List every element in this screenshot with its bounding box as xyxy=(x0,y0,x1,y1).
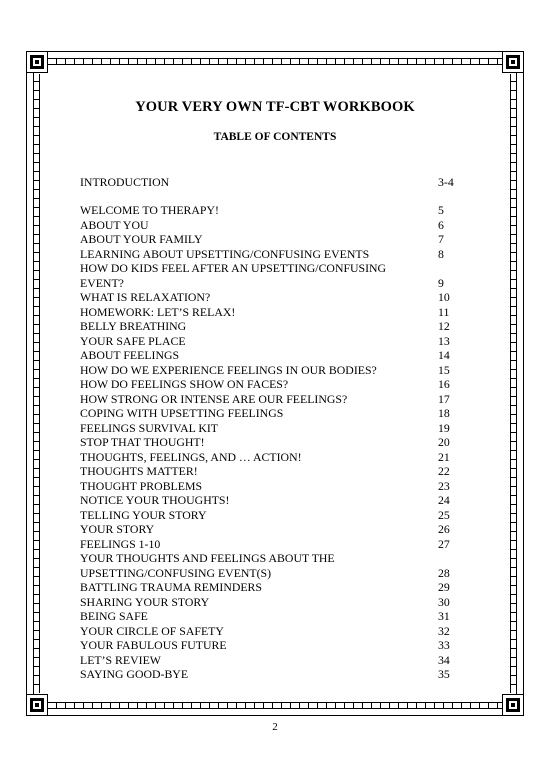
toc-entry-label: SHARING YOUR STORY xyxy=(80,594,210,609)
toc-list xyxy=(80,203,460,682)
toc-entry-label: UPSETTING/CONFUSING EVENT(S) xyxy=(80,565,272,580)
toc-entry-page: 31 xyxy=(438,609,450,623)
toc-entry-label: BELLY BREATHING xyxy=(80,319,187,333)
toc-row[interactable] xyxy=(80,580,460,595)
toc-entry-label: FEELINGS SURVIVAL KIT xyxy=(80,420,218,435)
toc-row[interactable] xyxy=(80,435,460,450)
toc-row[interactable] xyxy=(80,522,460,537)
toc-entry-page: 32 xyxy=(438,623,450,638)
toc-row[interactable] xyxy=(80,377,460,392)
page-number: 2 xyxy=(272,721,278,733)
toc-row[interactable] xyxy=(80,348,460,363)
toc-row[interactable] xyxy=(80,334,460,349)
toc-entry-label: YOUR STORY xyxy=(80,522,155,536)
toc-entry-label: HOW DO WE EXPERIENCE FEELINGS IN OUR BODIES? xyxy=(80,362,377,377)
toc-entry-label: YOUR SAFE PLACE xyxy=(80,333,186,348)
toc-entry-label: YOUR CIRCLE OF SAFETY xyxy=(80,623,224,638)
toc-row[interactable] xyxy=(80,203,460,218)
toc-entry-page: 13 xyxy=(438,333,450,348)
toc-entry-page: 20 xyxy=(438,435,450,449)
toc-entry-page: 33 xyxy=(438,638,450,652)
toc-entry-label: BATTLING TRAUMA REMINDERS xyxy=(80,580,262,594)
border-band-left xyxy=(33,74,40,693)
toc-entry-label: STOP THAT THOUGHT! xyxy=(80,435,205,449)
toc-entry-page: 9 xyxy=(438,275,444,290)
toc-entry-label: THOUGHT PROBLEMS xyxy=(80,478,203,493)
toc-row[interactable] xyxy=(80,653,460,668)
border-band-bottom xyxy=(48,702,502,709)
toc-entry-page: 16 xyxy=(438,377,450,391)
toc-entry-label: THOUGHTS, FEELINGS, AND … ACTION! xyxy=(80,449,302,464)
toc-row[interactable] xyxy=(80,290,460,305)
toc-entry-page: 19 xyxy=(438,420,450,435)
toc-entry-label: EVENT? xyxy=(80,275,124,290)
toc-entry-label: INTRODUCTION xyxy=(80,175,170,189)
toc-entry-page: 8 xyxy=(438,246,444,261)
toc-entry-page: 17 xyxy=(438,391,450,406)
toc-entry-label: COPING WITH UPSETTING FEELINGS xyxy=(80,406,284,420)
toc-row[interactable] xyxy=(80,218,460,233)
toc-entry-label: SAYING GOOD-BYE xyxy=(80,667,189,681)
toc-row[interactable] xyxy=(80,232,460,247)
toc-entry-page: 18 xyxy=(438,406,450,420)
toc-entry-page: 6 xyxy=(438,217,444,232)
toc-intro xyxy=(80,175,460,190)
toc-entry-page: 22 xyxy=(438,464,450,478)
corner-ornament-bottom-right xyxy=(502,694,524,716)
toc-row[interactable] xyxy=(80,392,460,407)
toc-row[interactable] xyxy=(80,464,460,479)
toc-entry-page: 28 xyxy=(438,565,450,580)
toc-entry-page: 5 xyxy=(438,203,444,217)
toc-row[interactable] xyxy=(80,421,460,436)
toc-entry-label: BEING SAFE xyxy=(80,609,148,623)
toc-entry-label: THOUGHTS MATTER! xyxy=(80,464,198,478)
toc-entry-label: YOUR THOUGHTS AND FEELINGS ABOUT THE xyxy=(80,551,335,565)
toc-entry-page: 21 xyxy=(438,449,450,464)
toc-row[interactable] xyxy=(80,595,460,610)
toc-entry-label: YOUR FABULOUS FUTURE xyxy=(80,638,227,652)
toc-entry-label: WHAT IS RELAXATION? xyxy=(80,290,211,304)
toc-entry-page: 10 xyxy=(438,290,450,304)
toc-entry-page: 14 xyxy=(438,348,450,362)
toc-entry-page: 34 xyxy=(438,652,450,667)
toc-row[interactable] xyxy=(80,305,460,320)
toc-row[interactable] xyxy=(80,624,460,639)
toc-entry-label: ABOUT YOU xyxy=(80,217,149,232)
toc-entry-label: ABOUT YOUR FAMILY xyxy=(80,232,203,246)
toc-entry-label: WELCOME TO THERAPY! xyxy=(80,203,219,217)
toc-entry-page: 35 xyxy=(438,667,450,681)
toc-row[interactable] xyxy=(80,450,460,465)
toc-row[interactable] xyxy=(80,319,460,334)
toc-entry-label: TELLING YOUR STORY xyxy=(80,507,207,522)
corner-ornament-top-right xyxy=(502,51,524,73)
toc-entry-page: 27 xyxy=(438,536,450,551)
corner-ornament-bottom-left xyxy=(26,694,48,716)
toc-row[interactable] xyxy=(80,247,460,262)
toc-entry-page: 15 xyxy=(438,362,450,377)
toc-entry-label: LEARNING ABOUT UPSETTING/CONFUSING EVENTS xyxy=(80,246,370,261)
toc-row[interactable] xyxy=(80,609,460,624)
toc-row[interactable] xyxy=(80,537,460,552)
toc-row[interactable] xyxy=(80,566,460,581)
toc-row[interactable] xyxy=(80,508,460,523)
toc-row[interactable] xyxy=(80,667,460,682)
toc-entry-page: 11 xyxy=(438,304,450,319)
toc-row[interactable] xyxy=(80,406,460,421)
toc-entry-label: HOMEWORK: LET’S RELAX! xyxy=(80,304,236,319)
toc-entry-page: 25 xyxy=(438,507,450,522)
toc-row[interactable] xyxy=(80,638,460,653)
toc-entry-label: HOW DO FEELINGS SHOW ON FACES? xyxy=(80,377,289,391)
toc-entry-page: 29 xyxy=(438,580,450,594)
toc-entry-page: 3-4 xyxy=(438,175,454,189)
document-title: YOUR VERY OWN TF-CBT WORKBOOK xyxy=(135,99,415,115)
toc-row[interactable] xyxy=(80,261,460,276)
toc-entry-page: 7 xyxy=(438,232,444,246)
toc-entry-label: HOW STRONG OR INTENSE ARE OUR FEELINGS? xyxy=(80,391,348,406)
toc-entry-page: 12 xyxy=(438,319,450,333)
toc-entry-page: 26 xyxy=(438,522,450,536)
toc-entry-page: 23 xyxy=(438,478,450,493)
toc-row[interactable] xyxy=(80,363,460,378)
toc-entry-label: FEELINGS 1-10 xyxy=(80,536,161,551)
toc-entry-page: 30 xyxy=(438,594,450,609)
toc-row[interactable] xyxy=(80,551,460,566)
border-band-right xyxy=(510,74,517,693)
corner-ornament-top-left xyxy=(26,51,48,73)
toc-row[interactable] xyxy=(80,493,460,508)
border-band-top xyxy=(48,58,502,65)
toc-entry-label: LET’S REVIEW xyxy=(80,652,161,667)
toc-heading: TABLE OF CONTENTS xyxy=(213,131,337,143)
toc-row[interactable] xyxy=(80,479,460,494)
toc-entry-label: HOW DO KIDS FEEL AFTER AN UPSETTING/CONFUSING xyxy=(80,261,387,275)
toc-entry-page: 24 xyxy=(438,493,450,507)
toc-row[interactable] xyxy=(80,175,460,190)
toc-entry-label: NOTICE YOUR THOUGHTS! xyxy=(80,493,230,507)
toc-entry-label: ABOUT FEELINGS xyxy=(80,348,180,362)
toc-row[interactable] xyxy=(80,276,460,291)
